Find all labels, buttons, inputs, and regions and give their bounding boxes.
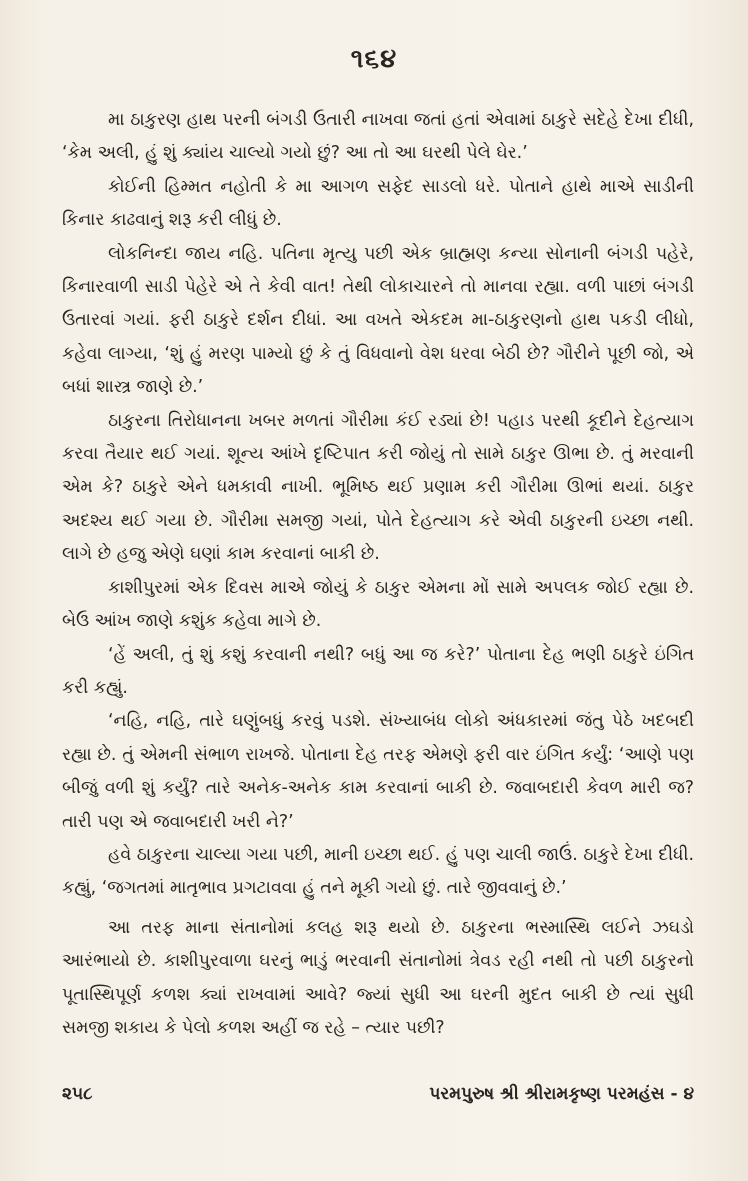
- paragraph-1: મા ઠાકુરણ હાથ પરની બંગડી ઉતારી નાખવા જતાં હતાં એવામાં ઠાકુરે સદેહે દેખા દીધી, ‘કેમ અલી, હું શું ક્યાંય ચાલ્યો ગયો છું? આ તો આ ઘરથી પેલે ઘેર.’: [62, 110, 694, 164]
- paragraph-7: ‘નહિ, નહિ, તારે ઘણુંબધું કરવું પડશે. સંખ્યાબંધ લોકો અંધકારમાં જંતુ પેઠે ખદબદી રહ્યા છે. તું એમની સંભાળ રાખજે. પોતાના દેહ તરફ એમણે ફરી વાર ઇંગિત કર્યું: ‘આણે પણ બીજું વળી શું કર્યું? તારે અનેક-અનેક કામ કરવાનાં બાકી છે. જવાબદારી કેવળ મારી જ? તારી પણ એ જવાબદારી ખરી ને?’: [62, 711, 694, 832]
- paragraph-4: ઠાકુરના તિરોધાનના ખબર મળતાં ગૌરીમા કંઈ રડ્યાં છે! પહાડ પરથી કૂદીને દેહત્યાગ કરવા તૈયાર થઈ ગયાં. શૂન્ય આંખે દૃષ્ટિપાત કરી જોયું તો સામે ઠાકુર ઊભા છે. તું મરવાની એમ કે? ઠાકુરે એને ધમકાવી નાખી. ભૂમિષ્ઠ થઈ પ્રણામ કરી ગૌરીમા ઊભાં થયાં. ઠાકુર અદશ્ય થઈ ગયા છે. ગૌરીમા સમજી ગયાં, પોતે દેહત્યાગ કરે એવી ઠાકુરની ઇચ્છા નથી. લાગે છે હજુ એણે ઘણાં કામ કરવાનાં બાકી છે.: [62, 410, 694, 565]
- paragraph-5: કાશીપુરમાં એક દિવસ માએ જોયું કે ઠાકુર એમના મોં સામે અપલક જોઈ રહ્યા છે. બેઉ આંખ જાણે કશુંક કહેવા માગે છે.: [62, 577, 694, 632]
- paragraph-3: લોકનિન્દા જાય નહિ. પતિના મૃત્યુ પછી એક બ્રાહ્મણ કન્યા સોનાની બંગડી પહેરે, કિનારવાળી સાડી પેહેરે એ તે કેવી વાત! તેથી લોકાચારને તો માનવા રહ્યા. વળી પાછાં બંગડી ઉતારવાં ગયાં. ફરી ઠાકુરે દર્શન દીધાં. આ વખતે એકદમ મા-ઠાકુરણનો હાથ પકડી લીધો, કહેવા લાગ્યા, ‘શું હું મરણ પામ્યો છું કે તું વિધવાનો વેશ ધરવા બેઠી છે? ગૌરીને પૂછી જો, એ બધાં શાસ્ત્ર જાણે છે.’: [62, 243, 694, 398]
- paragraph-9: આ તરફ માના સંતાનોમાં કલહ શરૂ થયો છે. ઠાકુરના ભસ્માસ્થિ લઈને ઝઘડો આરંભાયો છે. કાશીપુરવાળા ઘરનું ભાડું ભરવાની સંતાનોમાં ત્રેવડ રહી નથી તો પછી ઠાકુરનો પૂતાસ્થિપૂર્ણ કળશ ક્યાં રાખવામાં આવે? જ્યાં સુધી આ ઘરની મુદત બાકી છે ત્યાં સુધી સમજી શકાય કે પેલો કળશ અહીં જ રહે – ત્યાર પછી?: [62, 917, 694, 1038]
- running-title: પરમપુરુષ શ્રી શ્રીરામકૃષ્ણ પરમહંસ - ૪: [429, 1084, 694, 1104]
- paragraph-6: ‘હેં અલી, તું શું કશું કરવાની નથી? બધું આ જ કરે?’ પોતાના દેહ ભણી ઠાકુરે ઇંગિત કરી કહ્યું.: [62, 644, 694, 698]
- page-number: ૨૫૮: [62, 1084, 93, 1104]
- paragraph-2: કોઈની હિમ્મત નહોતી કે મા આગળ સફેદ સાડલો ધરે. પોતાને હાથે માએ સાડીની કિનાર કાઢવાનું શરૂ કરી લીધું છે.: [62, 176, 694, 231]
- body-text: [62, 104, 694, 1045]
- paragraph-8: હવે ઠાકુરના ચાલ્યા ગયા પછી, માની ઇચ્છા થઈ. હું પણ ચાલી જાઉં. ઠાકુરે દેખા દીધી. કહ્યું, ‘જગતમાં માતૃભાવ પ્રગટાવવા હું તને મૂકી ગયો છું. તારે જીવવાનું છે.’: [62, 844, 694, 899]
- chapter-number: ૧૬૪: [350, 44, 398, 74]
